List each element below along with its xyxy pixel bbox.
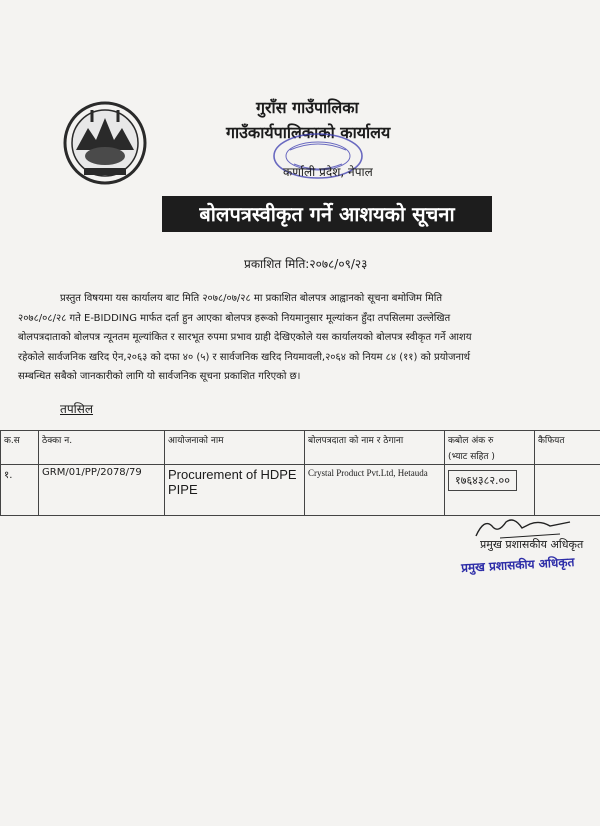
cell-remarks — [535, 465, 600, 516]
body-line: बोलपत्रदाताको बोलपत्र न्यूनतम मूल्यांकित र सारभूत रुपमा प्रभाव ग्राही देखिएकोले यस कार्यालयको बोलपत्र स्वीकृत गर्ने आशय — [18, 332, 472, 343]
cell-sn: १. — [1, 465, 39, 516]
col-header-sn: क.स — [1, 431, 39, 465]
col-header-contract-no: ठेक्का न. — [39, 431, 165, 465]
body-line: प्रस्तुत विषयमा यस कार्यालय बाट मिति २०७८/०७/२८ मा प्रकाशित बोलपत्र आह्वानको सूचना बमोजिम मिति — [60, 293, 443, 304]
cell-amount — [445, 465, 535, 516]
cell-contract-no: GRM/01/PP/2078/79 — [39, 465, 165, 516]
body-line: सम्बन्धित सबैको जानकारीको लागि यो सार्वजनिक सूचना प्रकाशित गरिएको छ। — [18, 371, 301, 382]
table-row — [1, 465, 600, 516]
col-header-project: आयोजनाको नाम — [165, 431, 305, 465]
amount-header-label: कबोल अंक रु — [448, 436, 494, 446]
municipality-name: गुराँस गाउँपालिका — [256, 98, 359, 117]
cell-bidder: Crystal Product Pvt.Ltd, Hetauda — [305, 465, 445, 516]
col-header-remarks: कैफियत — [535, 431, 600, 465]
col-header-bidder: बोलपत्रदाता को नाम र ठेगाना — [305, 431, 445, 465]
published-date: प्रकाशित मिति:२०७८/०९/२३ — [244, 257, 368, 271]
notice-title: बोलपत्रस्वीकृत गर्ने आशयको सूचना — [162, 196, 492, 232]
col-header-amount — [445, 431, 535, 465]
cell-project: Procurement of HDPE PIPE — [165, 465, 305, 516]
body-line: रहेकोले सार्वजनिक खरिद ऐन,२०६३ को दफा ४० (५) र सार्वजनिक खरिद नियमावली,२०६४ को नियम ८४ (११) को प्रयोजनार्थ — [18, 351, 471, 363]
notice-body — [18, 289, 598, 387]
nepal-emblem-icon — [62, 100, 148, 186]
signatory-stamp: प्रमुख प्रशासकीय अधिकृत — [460, 555, 575, 575]
amount-header-note: (भ्याट सहित ) — [448, 452, 495, 462]
amount-value: १७६४३८२.०० — [448, 470, 517, 491]
signatory-title: प्रमुख प्रशासकीय अधिकृत — [480, 538, 584, 551]
schedule-table — [0, 430, 600, 516]
schedule-heading: तपसिल — [60, 402, 94, 416]
body-line: २०७८/०८/२८ गते E-BIDDING मार्फत दर्ता हुन आएका बोलपत्र हरूको नियमानुसार मूल्यांकन हुँदा तपसिलमा उल्लेखित — [18, 312, 451, 324]
office-address: कर्णाली प्रदेश, नेपाल — [283, 165, 373, 179]
office-name: गाउँकार्यपालिकाको कार्यालय — [226, 123, 391, 142]
table-header-row — [1, 431, 600, 465]
